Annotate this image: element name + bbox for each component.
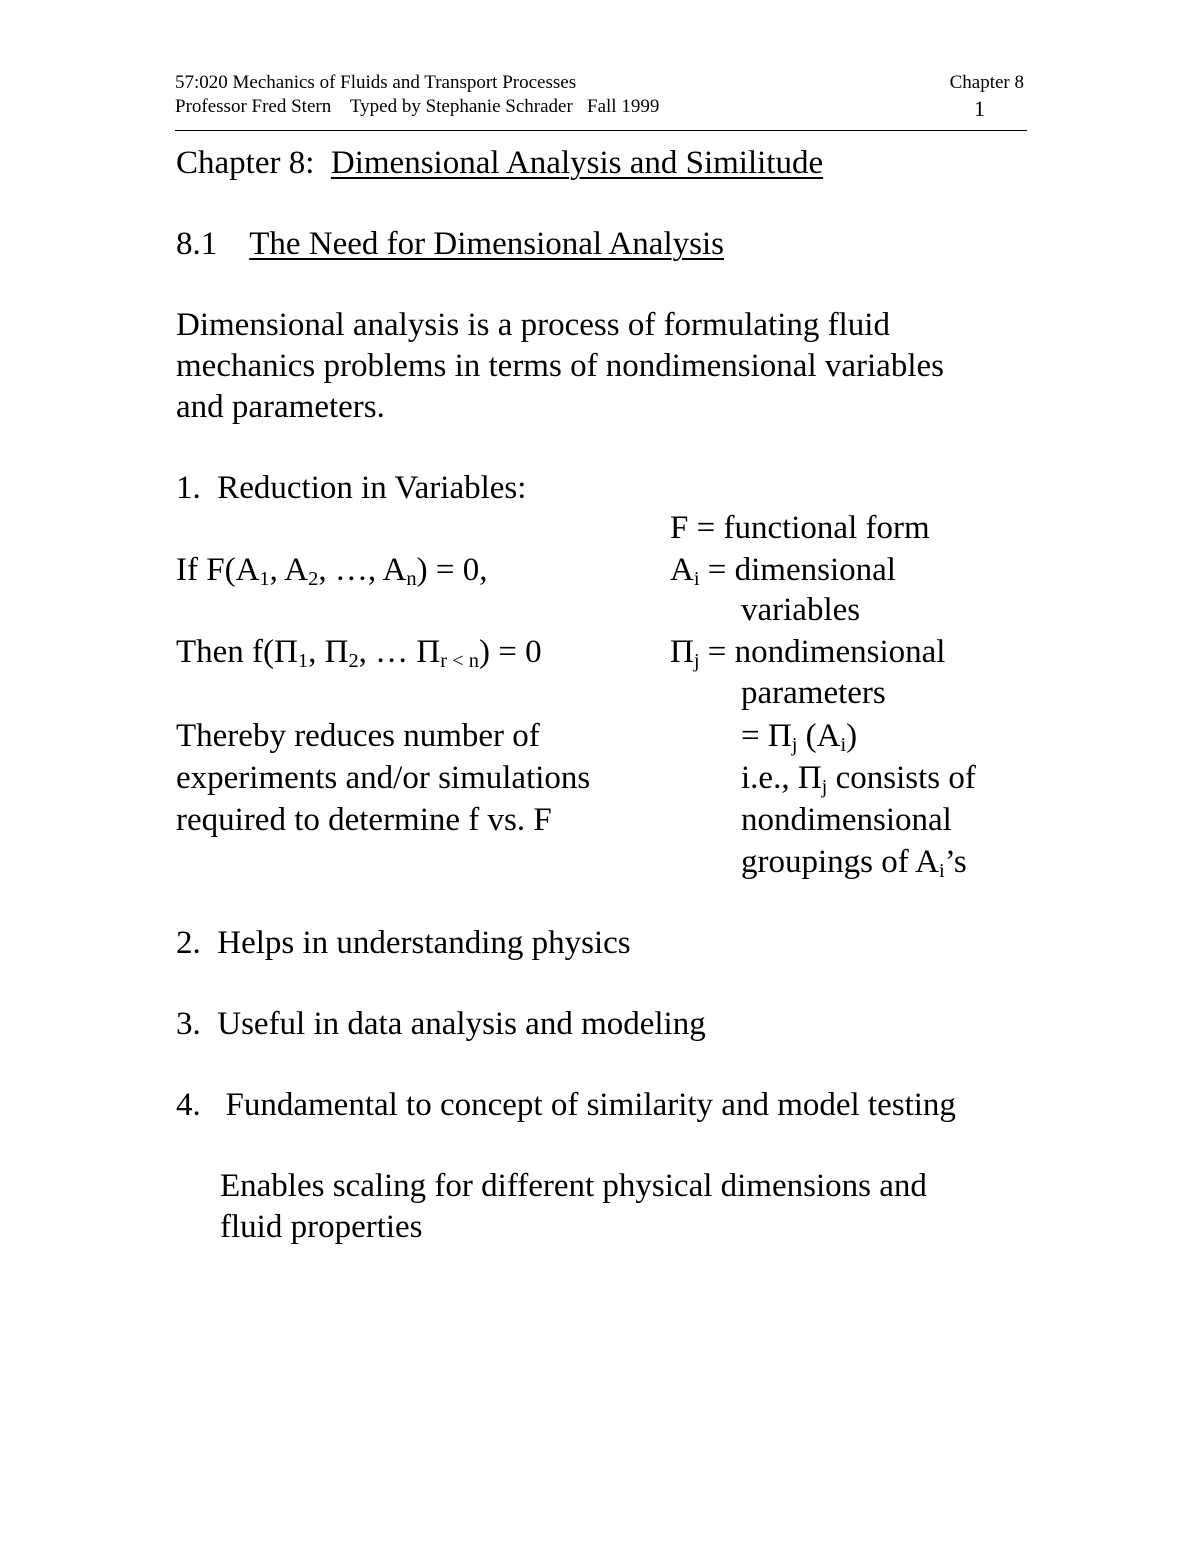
reduce-line-2: experiments and/or simulations [176,760,591,796]
def-dimensional-variables: $A_i$ = dimensional [670,552,896,591]
section-number: 8.1 [176,226,218,262]
chapter-title-prefix: Chapter 8: [176,145,315,181]
reduce-line-1: Thereby reduces number of [176,718,540,754]
item2: 2. Helps in understanding physics [176,925,631,961]
header-byline: Professor Fred Stern Typed by Stephanie Schrader Fall 1999 [175,96,660,117]
def-nondimensional-parameters-cont: parameters [741,675,886,711]
header-chapter-label: Chapter 8 [949,72,1024,93]
pi-consists-of: i.e., $\Pi_j$ consists of [741,760,976,799]
item1-heading: 1. Reduction in Variables: [176,470,527,506]
def-functional-form: F = functional form [670,510,930,546]
item4: 4. Fundamental to concept of similarity and model testing [176,1087,956,1123]
header-page-number: 1 [974,96,985,121]
header-rule [175,130,1027,131]
section-title: The Need for Dimensional Analysis [249,226,724,262]
scaling-line-2: fluid properties [220,1209,423,1245]
then-equation: Then $f(\Pi_1$, $\Pi_2$, … $\Pi_{r < n}) = 0$ [176,634,542,673]
scaling-line-1: Enables scaling for different physical dimensions and [220,1168,927,1204]
def-nondimensional-parameters: $\Pi_j$ = nondimensional [670,634,946,673]
chapter-title-text: Dimensional Analysis and Similitude [330,145,824,181]
chapter-title [176,143,823,183]
header-course: 57:020 Mechanics of Fluids and Transport Processes [175,72,577,93]
pi-groupings: groupings of $A_i’s$ [741,844,967,883]
item3: 3. Useful in data analysis and modeling [176,1006,706,1042]
intro-line-2: mechanics problems in terms of nondimensional variables [176,348,944,384]
pi-function-of-a: = $\Pi_j$ $(A_i)$ [741,718,858,757]
intro-line-3: and parameters. [176,389,385,425]
pi-nondimensional: nondimensional [741,802,952,838]
intro-line-1: Dimensional analysis is a process of formulating fluid [176,307,890,343]
if-equation: If $F(A_1$, $A_2$, …, $A_n) = 0$, [176,552,488,591]
reduce-line-3: required to determine f vs. F [176,802,552,838]
section-heading [176,224,724,264]
def-dimensional-variables-cont: variables [741,592,861,628]
